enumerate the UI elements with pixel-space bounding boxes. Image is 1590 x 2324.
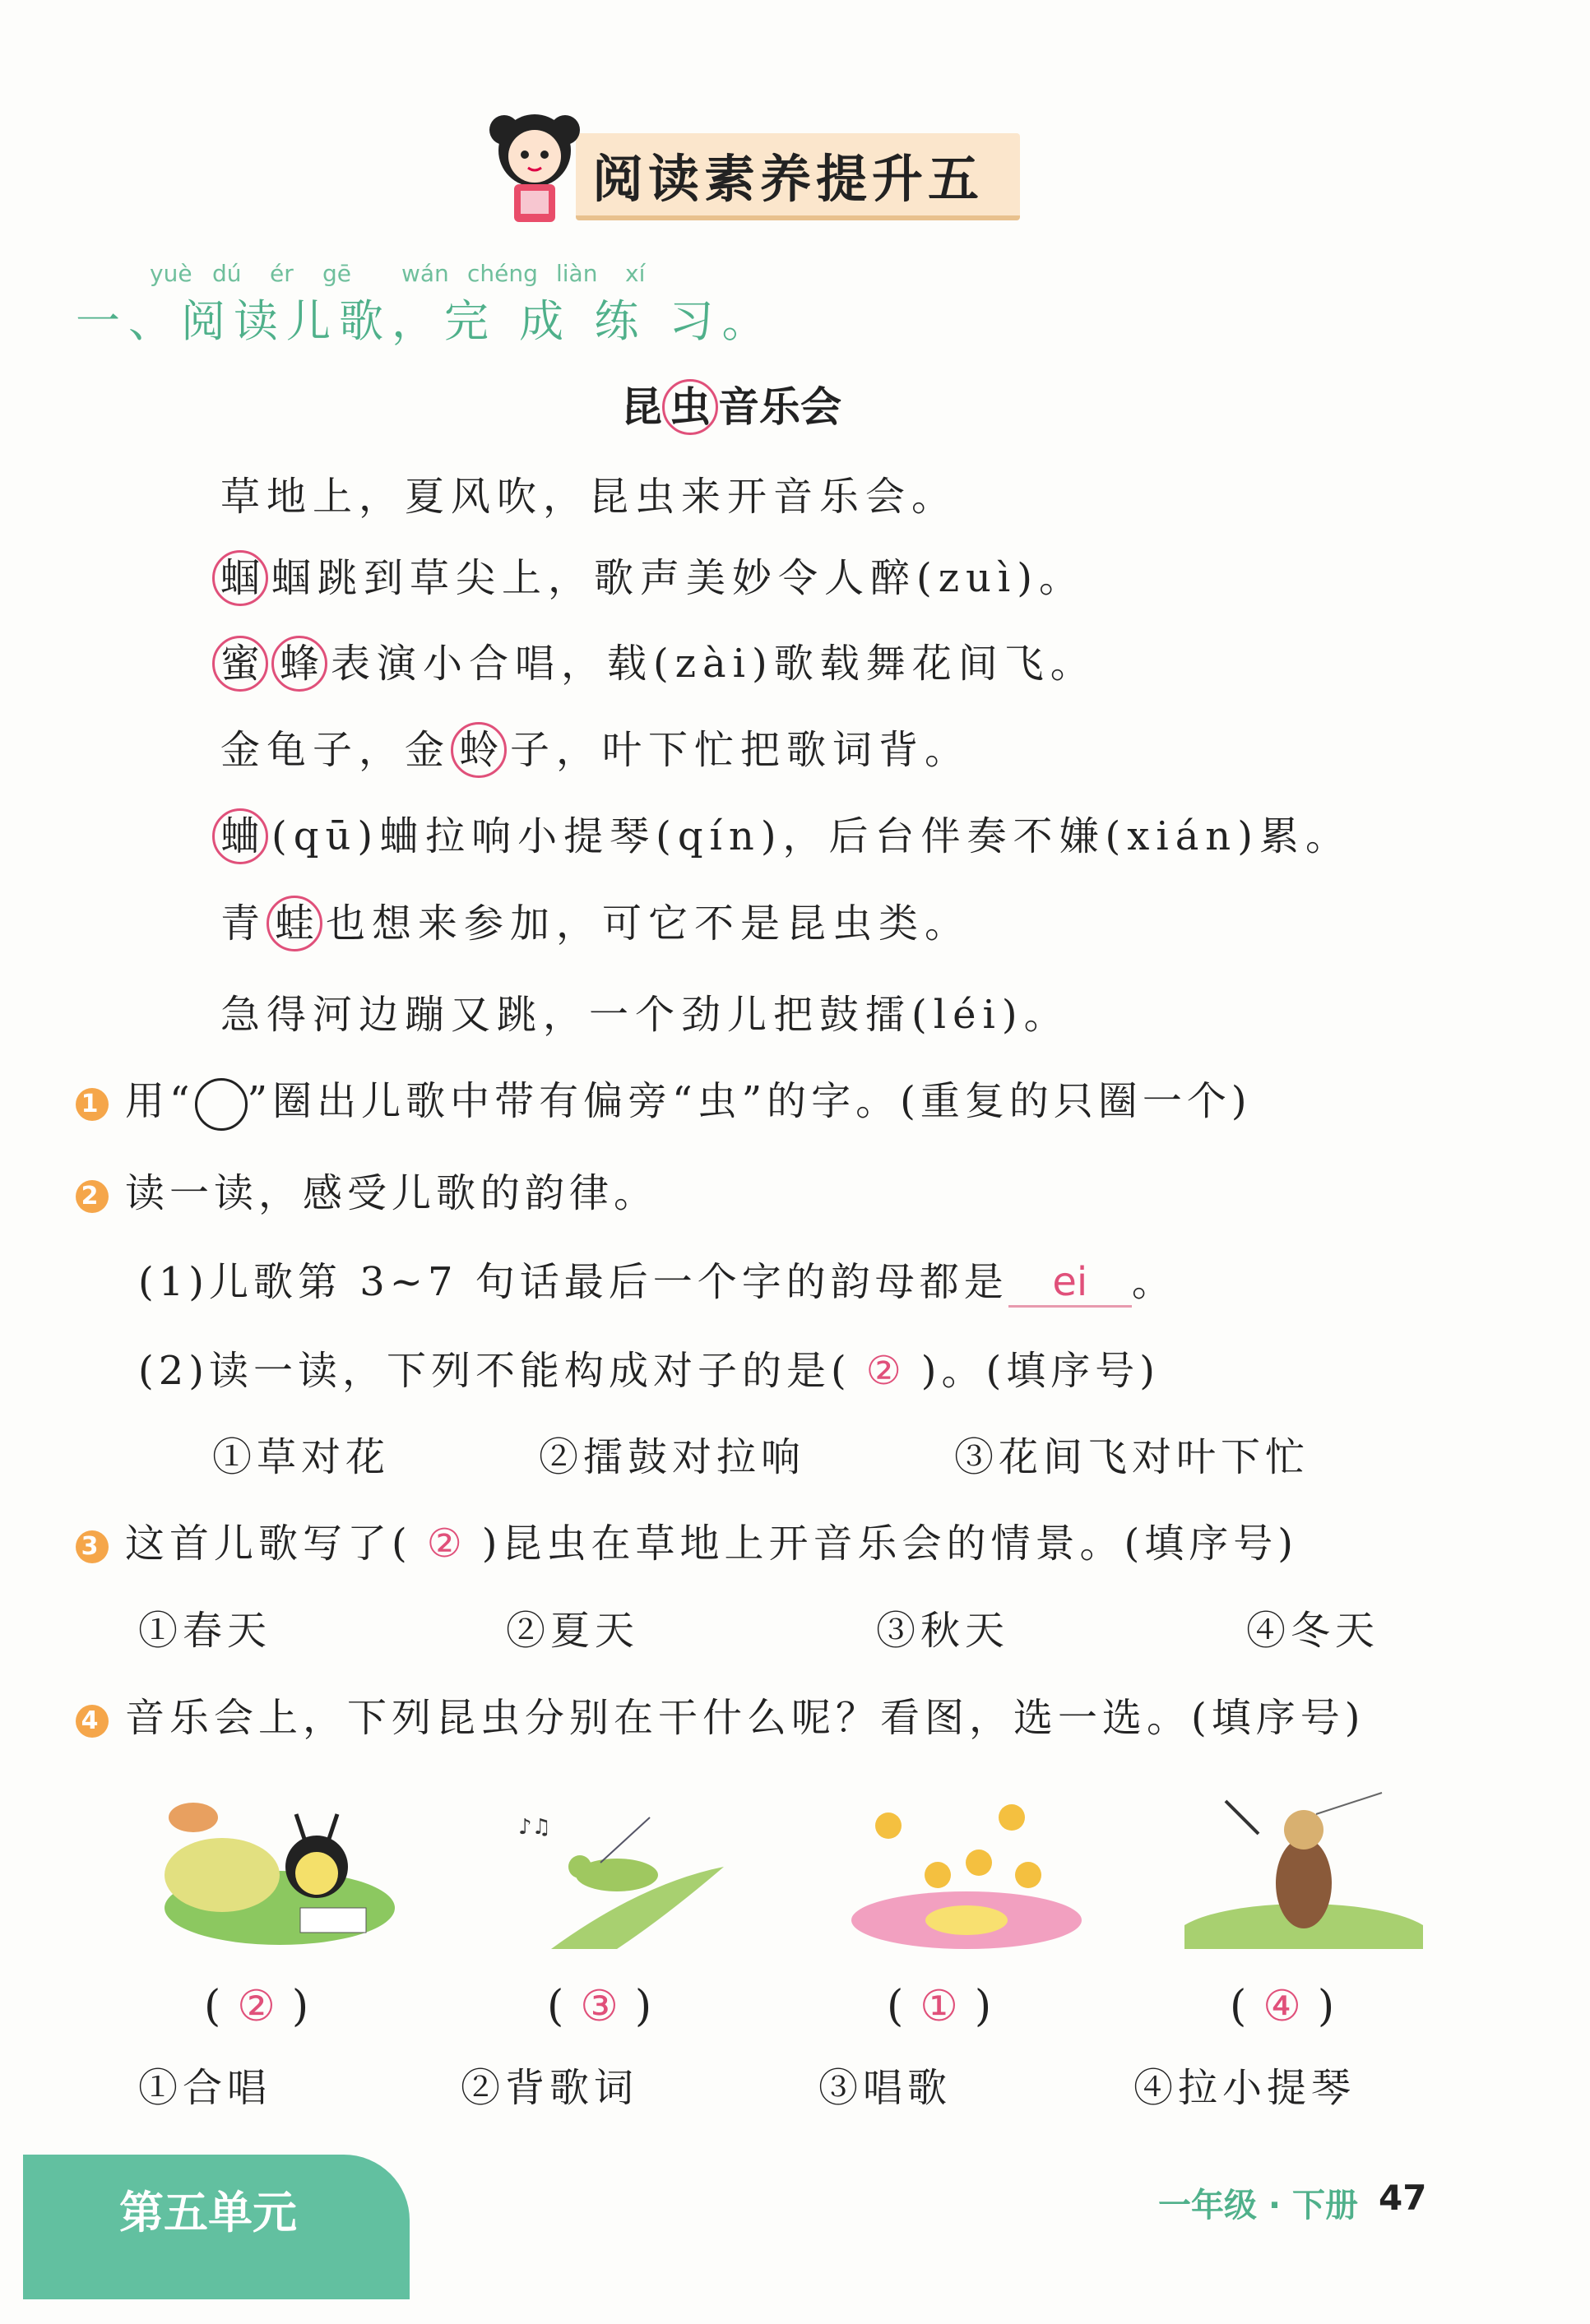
cricket-violin-picture [1184,1785,1423,1949]
bees-chorus-picture [847,1785,1086,1949]
question-text: )。(填序号) [920,1348,1160,1394]
page-title: 阅读素养提升五 [592,149,985,209]
answer-paren: (②) [204,1982,326,2031]
poem-line [220,983,1070,1039]
poem-line-text: 青 [220,900,267,947]
pinyin: wán [401,260,449,287]
poem-line-text: (qū)蛐拉响小提琴(qín)，后台伴奏不嫌(xián)累。 [271,813,1351,859]
circled-char: 蜂 [271,636,327,692]
poem-line [220,465,957,521]
question-4 [76,1686,1365,1743]
pinyin: gē [322,260,351,287]
poem-line [220,718,971,778]
option: ①春天 [138,1608,272,1654]
option: ②擂鼓对拉响 [539,1434,806,1480]
question-text: (2)读一读，下列不能构成对子的是( [138,1348,851,1394]
circled-char: 蝈 [212,550,268,606]
poem-line-text: 蝈跳到草尖上，歌声美妙令人醉(zuì)。 [271,555,1086,601]
answer-value[interactable]: ② [237,1982,292,2031]
answer-value[interactable]: ② [865,1348,906,1394]
poem-line-text: 也想来参加，可它不是昆虫类。 [326,900,971,947]
option: ②背歌词 [461,2065,639,2111]
question-number: 4 [76,1705,109,1738]
pinyin: dú [212,260,242,287]
girl-mascot-icon [481,105,588,229]
section-title: 一、阅读儿歌，完 成 练 习。 [76,295,775,347]
option: ④冬天 [1246,1608,1380,1654]
question-3 [76,1512,1298,1568]
answer-value[interactable]: ③ [580,1982,635,2031]
question-text: 用“ [125,1078,195,1124]
poem-line [212,546,1085,606]
question-2-sub-2 [138,1339,1160,1396]
answer-paren: (①) [887,1982,1008,2031]
poem-line [220,891,971,951]
circle-icon [195,1078,248,1131]
circled-char: 蛐 [212,808,268,864]
circled-char: 蜜 [212,636,268,692]
poem-title-part: 音乐会 [718,383,841,431]
question-text: 。 [1131,1259,1176,1305]
answer-value[interactable]: ② [426,1521,467,1567]
option: ③秋天 [876,1608,1010,1654]
answer-value[interactable]: ① [920,1982,975,2031]
option: ①合唱 [138,2065,272,2111]
question-text: 音乐会上，下列昆虫分别在干什么呢？看图，选一选。(填序号) [125,1695,1365,1741]
option: ③花间飞对叶下忙 [954,1434,1310,1480]
poem-line-text: 草地上，夏风吹，昆虫来开音乐会。 [220,474,958,520]
pinyin: chéng [467,260,538,287]
pinyin: yuè [150,260,192,287]
answer-value[interactable]: ④ [1263,1982,1318,2031]
poem-line [212,632,1096,692]
poem-line-text: 子，叶下忙把歌词背。 [510,727,971,773]
question-1 [76,1069,1252,1131]
option: ①草对花 [212,1434,391,1480]
answer-paren: (④) [1230,1982,1351,2031]
grasshopper-singing-picture [502,1785,740,1949]
pinyin: xí [625,260,646,287]
poem-line [212,804,1351,864]
question-text: )昆虫在草地上开音乐会的情景。(填序号) [481,1521,1298,1567]
insect-reading-picture [156,1785,395,1949]
grade-label: 一年级 · 下册 [1158,2187,1359,2224]
option: ③唱歌 [818,2065,953,2111]
answer-blank[interactable]: ei [1008,1259,1132,1308]
question-number: 3 [76,1530,109,1563]
svg-text:♪♫: ♪♫ [518,1815,551,1840]
answer-paren: (③) [547,1982,669,2031]
circled-char: 蛙 [267,896,322,951]
question-text: 这首儿歌写了( [125,1521,412,1567]
unit-label: 第五单元 [119,2187,297,2238]
question-text: 读一读，感受儿歌的韵律。 [125,1170,659,1216]
poem-title-part: 昆 [621,383,662,431]
circled-char: 蛉 [451,722,507,778]
question-2-sub-1 [138,1250,1176,1308]
poem-line-text: 金龟子，金 [220,727,452,773]
page-number: 47 [1379,2178,1427,2218]
circled-char: 虫 [662,379,718,435]
pinyin: ér [270,260,294,287]
poem-line-text: 表演小合唱，载(zài)歌载舞花间飞。 [331,641,1096,687]
question-text: (1)儿歌第 3~7 句话最后一个字的韵母都是 [138,1259,1008,1305]
option: ②夏天 [506,1608,640,1654]
question-text: ”圈出儿歌中带有偏旁“虫”的字。(重复的只圈一个) [247,1078,1252,1124]
option: ④拉小提琴 [1133,2065,1356,2111]
poem-title [621,374,841,435]
question-number: 1 [76,1088,109,1121]
poem-line-text: 急得河边蹦又跳，一个劲儿把鼓擂(léi)。 [220,992,1070,1038]
question-number: 2 [76,1180,109,1213]
pinyin: liàn [556,260,598,287]
question-2 [76,1161,658,1218]
